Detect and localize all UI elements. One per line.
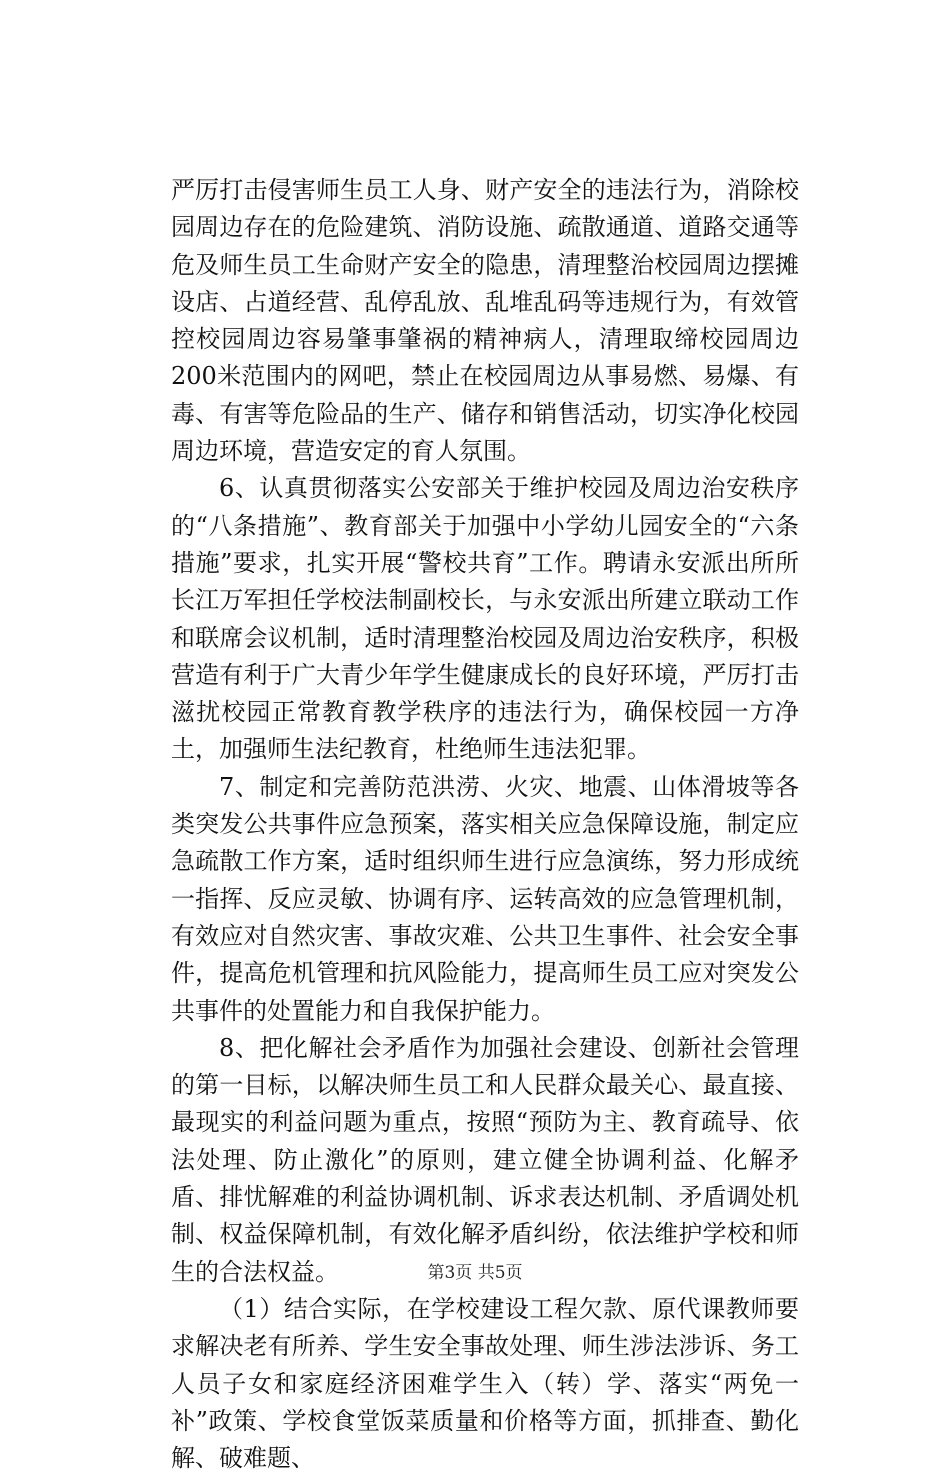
paragraph-item-7: 7、制定和完善防范洪涝、火灾、地震、山体滑坡等各类突发公共事件应急预案，落实相关应急保障设施，制定应急疏散工作方案，适时组织师生进行应急演练，努力形成统一指挥、反应灵敏、协调有序、运转高效的应急管理机制，有效应对自然灾害、事故灾难、公共卫生事件、社会安全事件，提高危机管理和抗风险能力，提高师生员工应对突发公共事件的处置能力和自我保护能力。 (171, 772, 799, 1025)
paragraph-item-6: 6、认真贯彻落实公安部关于维护校园及周边治安秩序的“八条措施”、教育部关于加强中小学幼儿园安全的“六条措施”要求，扎实开展“警校共育”工作。聘请永安派出所所长江万军担任学校法制副校长，与永安派出所建立联动工作和联席会议机制，适时清理整治校园及周边治安秩序，积极营造有利于广大青少年学生健康成长的良好环境，严厉打击滋扰校园正常教育教学秩序的违法行为，确保校园一方净土，加强师生法纪教育，杜绝师生违法犯罪。 (171, 474, 799, 764)
paragraph-item-8: 8、把化解社会矛盾作为加强社会建设、创新社会管理的第一目标，以解决师生员工和人民群众最关心、最直接、最现实的利益问题为重点，按照“预防为主、教育疏导、依法处理、防止激化”的原则，建立健全协调利益、化解矛盾、排忧解难的利益协调机制、诉求表达机制、矛盾调处机制、权益保障机制，有效化解矛盾纠纷，依法维护学校和师生的合法权益。 (171, 1033, 799, 1286)
paragraph-continuation: 严厉打击侵害师生员工人身、财产安全的违法行为，消除校园周边存在的危险建筑、消防设施、疏散通道、道路交通等危及师生员工生命财产安全的隐患，清理整治校园周边摆摊设店、占道经营、乱停乱放、乱堆乱码等违规行为，有效管控校园周边容易肇事肇祸的精神病人，清理取缔校园周边200米范围内的网吧，禁止在校园周边从事易燃、易爆、有毒、有害等危险品的生产、储存和销售活动，切实净化校园周边环境，营造安定的育人氛围。 (171, 176, 799, 466)
page-footer: 第3页 共5页 (427, 1263, 523, 1283)
paragraph-subitem-1: （1）结合实际，在学校建设工程欠款、原代课教师要求解决老有所养、学生安全事故处理、师生涉法涉诉、务工人员子女和家庭经济困难学生入（转）学、落实“两免一补”政策、学校食堂饭菜质量和价格等方面，抓排查、勤化解、破难题、 (171, 1294, 799, 1473)
